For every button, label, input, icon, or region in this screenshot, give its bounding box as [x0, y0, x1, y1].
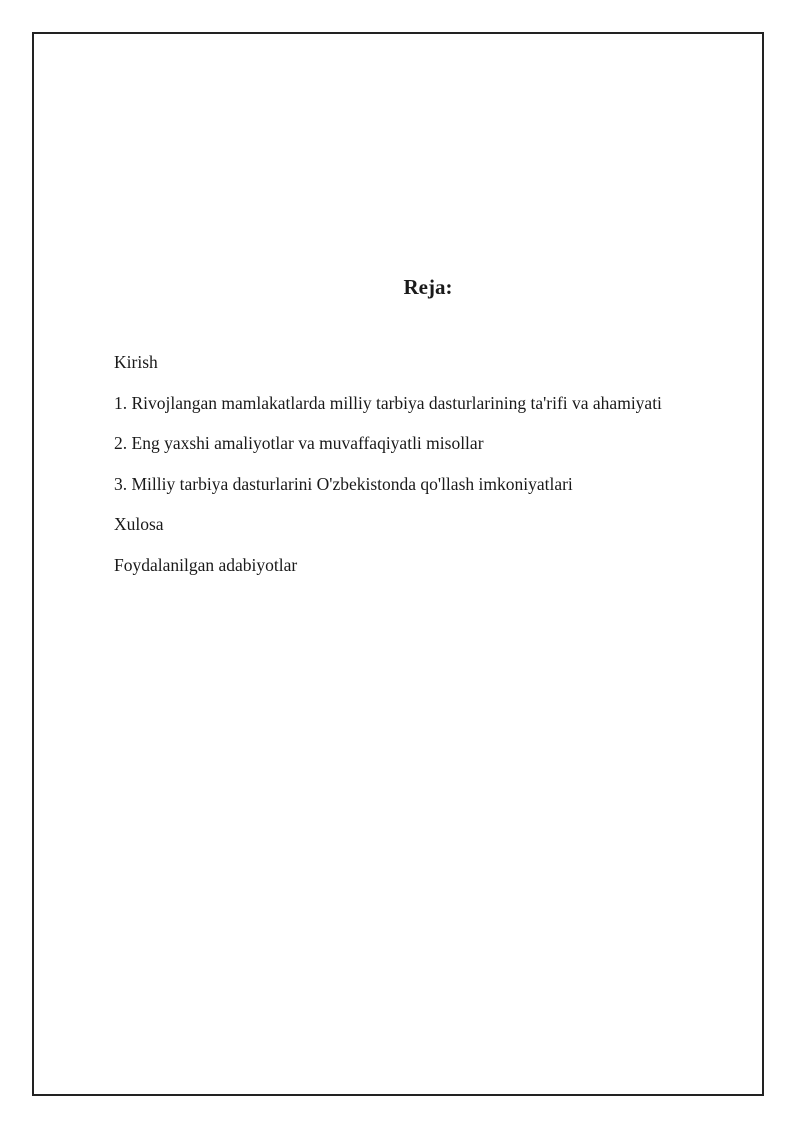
toc-item-references: Foydalanilgan adabiyotlar — [114, 554, 298, 575]
page-title: Reja: — [403, 275, 453, 299]
toc-item-conclusion: Xulosa — [114, 514, 164, 534]
toc-item-introduction: Kirish — [114, 352, 158, 372]
toc-item-section-2: 2. Eng yaxshi amaliyotlar va muvaffaqiyatli misollar — [114, 433, 484, 453]
toc-item-section-3: 3. Milliy tarbiya dasturlarini O'zbekistonda qo'llash imkoniyatlari — [114, 473, 573, 494]
toc-item-section-1: 1. Rivojlangan mamlakatlarda milliy tarbiya dasturlarining ta'rifi va ahamiyati — [114, 392, 662, 413]
table-of-contents — [114, 351, 662, 594]
